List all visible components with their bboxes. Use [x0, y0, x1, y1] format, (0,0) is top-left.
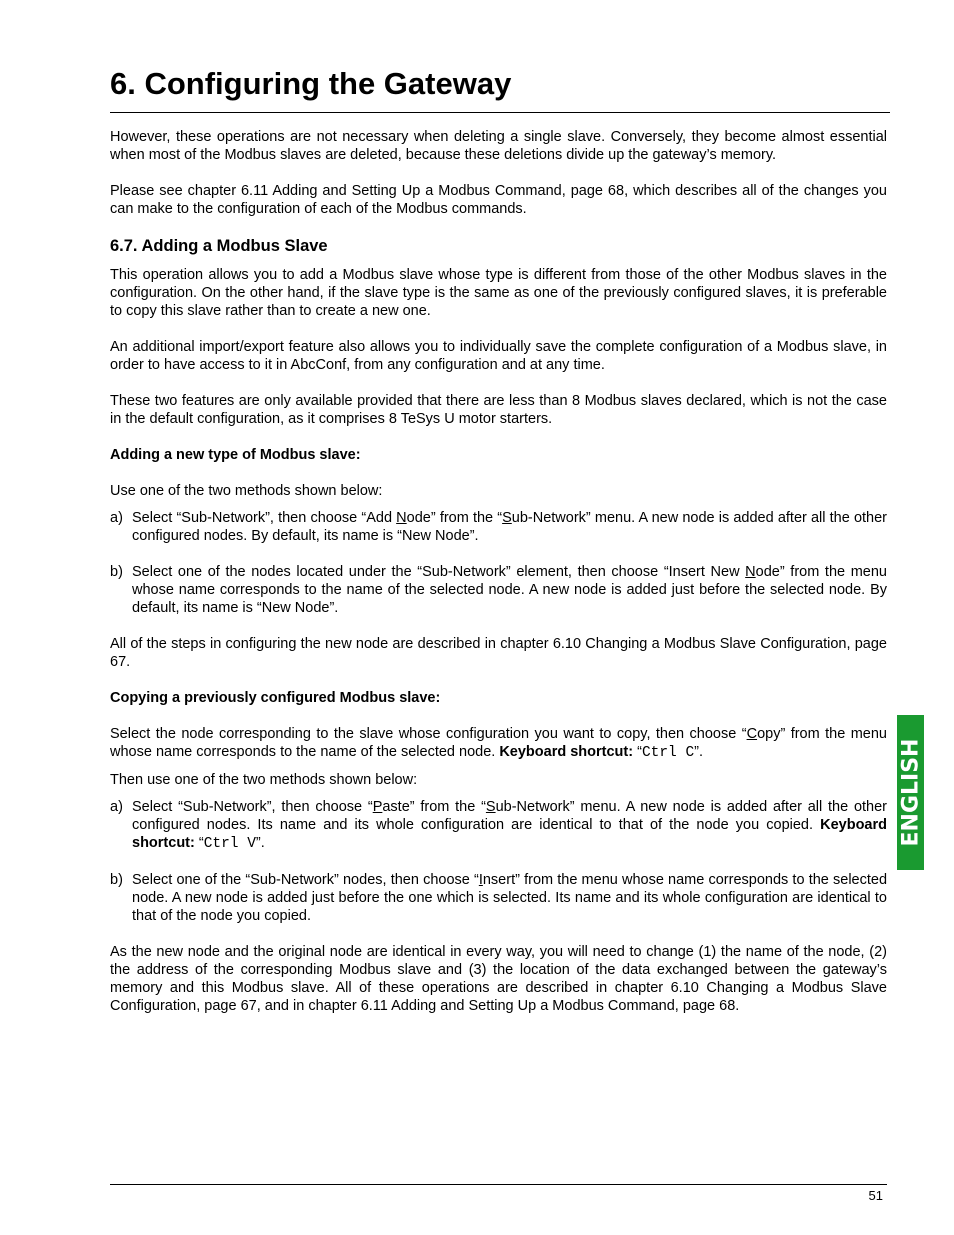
list-marker: a): [110, 799, 123, 815]
list-marker: a): [110, 510, 123, 526]
section-paragraph-1: This operation allows you to add a Modbus slave whose type is different from those of the other Modbus slaves in the configuration. On the other hand, if the slave type is the same as one of the previously configured slaves, it is preferable to copy this slave rather than to create a new one.: [110, 267, 887, 319]
intro-paragraph-2: Please see chapter 6.11 Adding and Setting Up a Modbus Command, page 68, which describes all of the changes you can make to the configuration of each of the Modbus commands.: [110, 183, 887, 217]
list-item-text: Select “Sub-Network”, then choose “Paste” from the “Sub-Network” menu. A new node is added after all the other configured nodes. Its name and its whole configuration are identical to that of the node you copied. Keyboard shortcut: “Ctrl V”.: [132, 799, 888, 852]
section-paragraph-2: An additional import/export feature also allows you to individually save the complete configuration of a Modbus slave, in order to have access to it in AbcConf, from any configuration and at any time.: [110, 339, 887, 373]
adding-subheading: Adding a new type of Modbus slave:: [110, 447, 361, 463]
page-number: 51: [868, 1188, 883, 1203]
page-content: [110, 128, 887, 1033]
adding-outro: All of the steps in configuring the new node are described in chapter 6.10 Changing a Modbus Slave Configuration, page 67.: [110, 636, 887, 670]
list-marker: b): [110, 872, 123, 888]
section-paragraph-3: These two features are only available provided that there are less than 8 Modbus slaves declared, which is not the case in the default configuration, as it comprises 8 TeSys U motor starters.: [110, 393, 887, 427]
copying-paragraph-1: Select the node corresponding to the slave whose configuration you want to copy, then choose “Copy” from the menu whose name corresponds to the name of the selected node. Keyboard shortcut: “Ctrl C”.: [110, 726, 887, 761]
page-title: 6. Configuring the Gateway: [110, 66, 512, 101]
copying-intro: Then use one of the two methods shown below:: [110, 772, 418, 788]
section-heading: 6.7. Adding a Modbus Slave: [110, 237, 328, 255]
adding-intro: Use one of the two methods shown below:: [110, 483, 383, 499]
list-marker: b): [110, 564, 123, 580]
copying-subheading: Copying a previously configured Modbus slave:: [110, 690, 441, 706]
keyboard-shortcut: Ctrl C: [641, 745, 695, 761]
list-item-text: Select “Sub-Network”, then choose “Add Node” from the “Sub-Network” menu. A new node is added after all the other configured nodes. By default, its name is “New Node”.: [132, 510, 888, 544]
copying-method-a: [110, 798, 887, 853]
title-divider: [110, 112, 890, 113]
language-tab: [897, 715, 924, 870]
list-item-text: Select one of the “Sub-Network” nodes, then choose “Insert” from the menu whose name corresponds to the selected node. A new node is added just before the one which is selected. Its name and its whole configuration are identical to that of the node you copied.: [132, 872, 888, 924]
adding-method-b: [110, 563, 887, 617]
language-tab-label: ENGLISH: [898, 738, 923, 847]
copying-method-b: [110, 871, 887, 925]
copying-outro: As the new node and the original node are identical in every way, you will need to change (1) the name of the node, (2) the address of the corresponding Modbus slave and (3) the location of the data exchanged between the gateway’s memory and this Modbus slave. All of these operations are described in chapter 6.10 Changing a Modbus Slave Configuration, page 67, and in chapter 6.11 Adding and Setting Up a Modbus Command, page 68.: [110, 944, 887, 1014]
adding-method-a: [110, 509, 887, 545]
list-item-text: Select one of the nodes located under the “Sub-Network” element, then choose “Insert New Node” from the menu whose name corresponds to the name of the selected node. A new node is added just before the selected node. By default, its name is “New Node”.: [132, 564, 887, 616]
intro-paragraph-1: However, these operations are not necessary when deleting a single slave. Conversely, they become almost essential when most of the Modbus slaves are deleted, because these deletions divide up the gateway’s memory.: [110, 129, 887, 163]
footer-divider: [110, 1184, 887, 1185]
keyboard-shortcut: Ctrl V: [203, 836, 256, 852]
